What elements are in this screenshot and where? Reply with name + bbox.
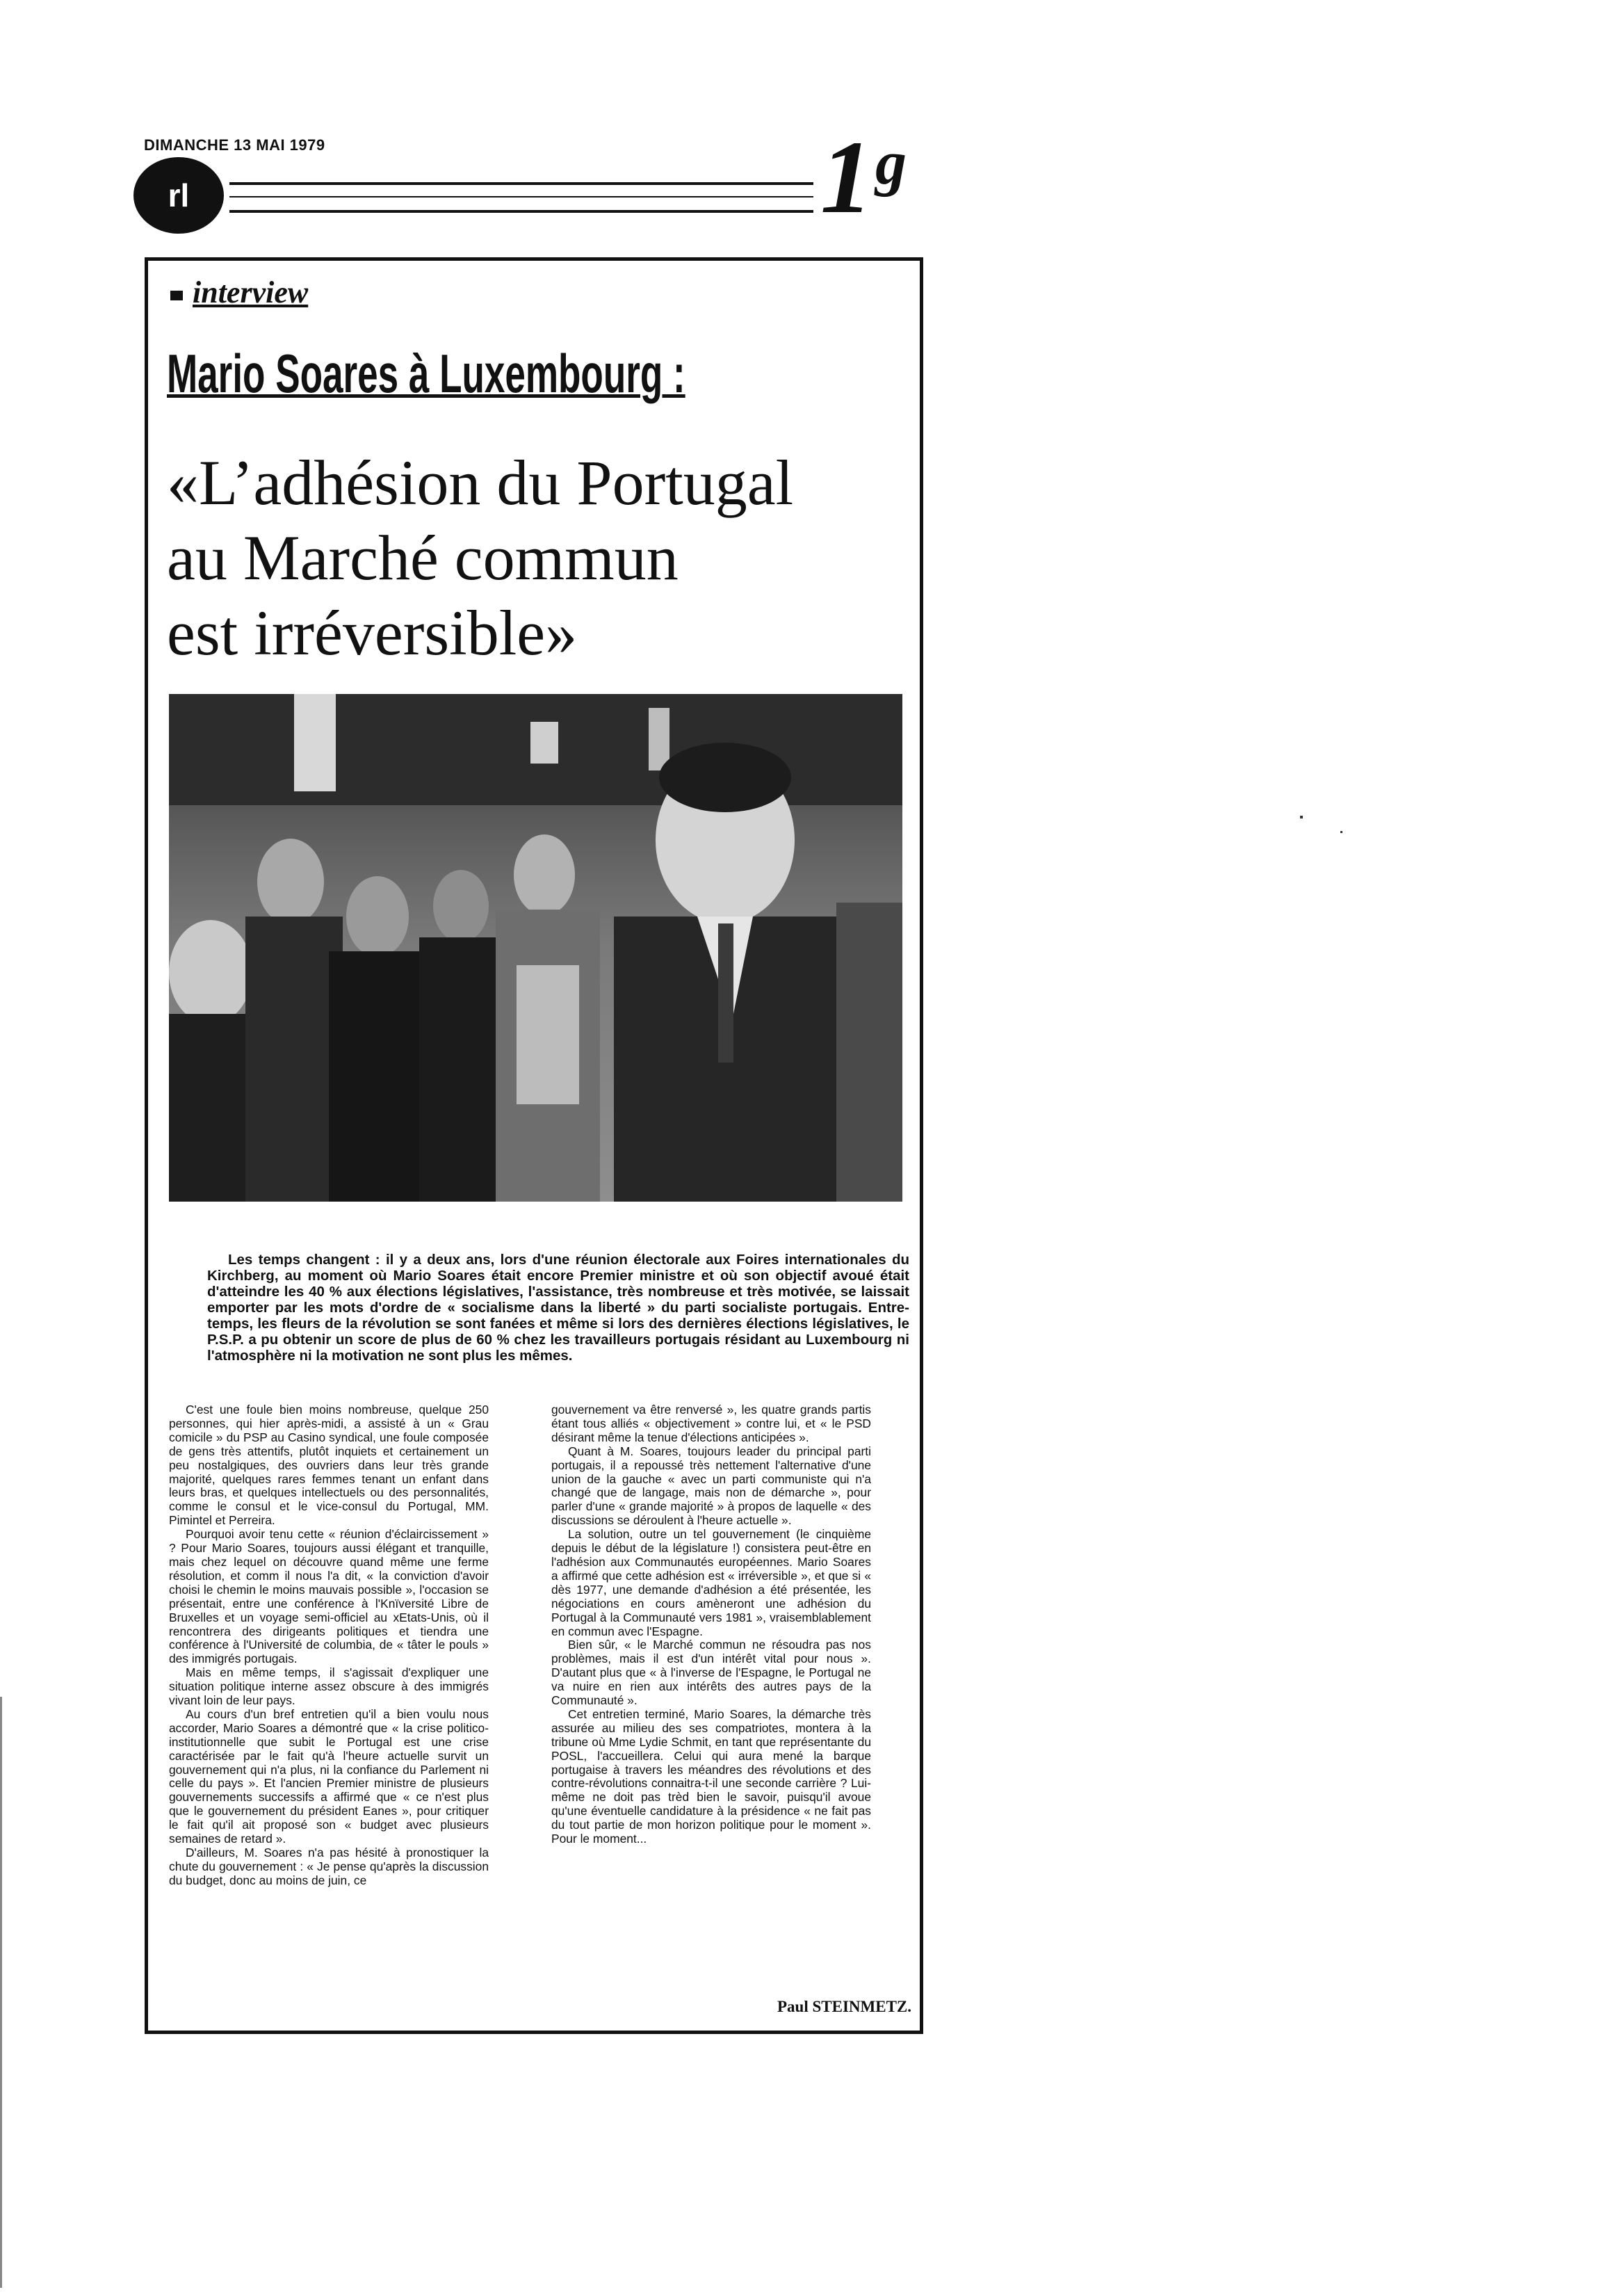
paragraph: La solution, outre un tel gouvernement (le cinquième depuis le début de la législature !) consistera peut-être en l'adhésion aux Communautés européennes. Mario Soares a affirmé que cette adhésion est « irréversible », et que si « dès 1977, une demande d'adhésion a été présentée, les négociations en cours amèneront une adhésion du Portugal à la Communauté vers 1981 », vraisemblablement en commun avec l'Espagne. xyxy=(551,1527,871,1638)
scan-speck xyxy=(1340,831,1342,833)
masthead-rule-middle xyxy=(229,196,813,197)
paragraph: Quant à M. Soares, toujours leader du principal parti portugais, il a repoussé très nettement l'alternative d'une union de la gauche « avec un parti communiste qui n'a changé que de langage, mais non de démarche », pour parler d'une « grande majorité » à propos de laquelle « des discussions se déroulent à l'heure actuelle ». xyxy=(551,1444,871,1528)
paragraph: C'est une foule bien moins nombreuse, quelque 250 personnes, qui hier après-midi, a assisté à un « Grau comicile » du PSP au Casino syndical, une foule composée de gens très attentifs, plutôt inquiets et certainement un peu nostalgiques, des ouvriers dans leur très grande majorité, quelques rares femmes tenant un enfant dans leurs bras, et quelques intellectuels ou des personnalités, comme le consul et le vice-consul du Portugal, MM. Pimintel et Perreira. xyxy=(169,1403,489,1528)
article-kicker: Mario Soares à Luxembourg : xyxy=(167,343,685,404)
newspaper-logo: rl xyxy=(133,157,224,234)
article-byline: Paul STEINMETZ. xyxy=(777,1998,911,2015)
article-column-left xyxy=(169,1403,489,1888)
scan-edge xyxy=(0,1697,2,2288)
paragraph: Cet entretien terminé, Mario Soares, la démarche très assurée au milieu des ses compatriotes, montera à la tribune où Mme Lydie Schmit, en tant que représentante du POSL, l'accueillera. Celui qui aura mené la barque portugaise à travers les méandres des révolutions et des contre-révolutions connaitra-t-il une seconde carrière ? Lui-même ne doit pas trèd bien le savoir, puisqu'il avoue qu'une éventuelle candidature à la présidence « ne fait pas du tout partie de mon horizon politique pour le moment ». Pour le moment... xyxy=(551,1706,871,1846)
masthead-date: DIMANCHE 13 MAI 1979 xyxy=(144,136,325,154)
scan-speck xyxy=(1300,816,1303,818)
masthead-rule-top xyxy=(229,182,813,185)
page-number: 1ᵍ xyxy=(820,120,902,235)
section-label xyxy=(170,275,308,310)
headline-line-1: «L’adhésion du Portugal xyxy=(167,447,794,518)
photo-caption: Les temps changent : il y a deux ans, lors d'une réunion électorale aux Foires internationales du Kirchberg, au moment où Mario Soares était encore Premier ministre et où son objectif avoué était d'atteindre les 40 % aux élections législatives, l'assistance, très nombreuse et très motivée, se laissait emporter par les mots d'ordre de « socialisme dans la liberté » du parti socialiste portugais. Entre-temps, les fleurs de la révolution se sont fanées et même si lors des dernières élections législatives, le P.S.P. a pu obtenir un score de plus de 60 % chez les travailleurs portugais résidant au Luxembourg ni l'atmosphère ni la motivation ne sont plus les mêmes. xyxy=(207,1252,909,1364)
article-column-right xyxy=(551,1403,871,1846)
article-headline xyxy=(167,445,904,670)
paragraph: Pourquoi avoir tenu cette « réunion d'éclaircissement » ? Pour Mario Soares, toujours aussi élégant et tranquille, mais chez lequel on découvre quand même une ferme résolution, et comm il nous l'a dit, « la conviction d'avoir choisi le chemin le moins mauvais possible », l'occasion se présentait, entre une conférence à l'Knïversité Libre de Bruxelles et un voyage semi-officiel au xEtats-Unis, où il rencontrera des dirigeants politiques et tiendra une conférence à l'Université de columbia, de « tâter le pouls » des immigrés portugais. xyxy=(169,1527,489,1666)
paragraph: gouvernement va être renversé », les quatre grands partis étant tous alliés « objectivement » contre lui, et « le PSD désirant même la tenue d'élections anticipées ». xyxy=(551,1403,871,1444)
paragraph: D'ailleurs, M. Soares n'a pas hésité à pronostiquer la chute du gouvernement : « Je pense qu'après la discussion du budget, donc au moins de juin, ce xyxy=(169,1846,489,1887)
section-label-text: interview xyxy=(193,275,309,309)
headline-line-2: au Marché commun xyxy=(167,522,679,593)
bullet-icon xyxy=(170,291,183,300)
paragraph: Mais en même temps, il s'agissait d'expliquer une situation politique interne assez obscure à des immigrés vivant loin de leur pays. xyxy=(169,1665,489,1708)
headline-line-3: est irréversible» xyxy=(167,597,578,668)
paragraph: Bien sûr, « le Marché commun ne résoudra pas nos problèmes, mais il est d'un intérêt vital pour nous ». D'autant plus que « à l'inverse de l'Espagne, le Portugal ne va nuire en rien aux intérêts des autres pays de la Communauté ». xyxy=(551,1638,871,1708)
article-photo xyxy=(169,694,902,1202)
masthead-rule-bottom xyxy=(229,210,813,213)
photo-graphic xyxy=(169,694,902,1202)
paragraph: Au cours d'un bref entretien qu'il a bien voulu nous accorder, Mario Soares a démontré que « la crise politico-institutionnelle que subit le Portugal est une crise caractérisée par le fait qu'à l'heure actuelle survit un gouvernement qui n'a plus, ni la confiance du Parlement ni celle du pays ». Et l'ancien Premier ministre de plusieurs gouvernements successifs a affirmé que « ce n'est plus que le gouvernement du président Eanes », pour critiquer le fait qu'il ait proposé son « budget avec plusieurs semaines de retard ». xyxy=(169,1706,489,1846)
